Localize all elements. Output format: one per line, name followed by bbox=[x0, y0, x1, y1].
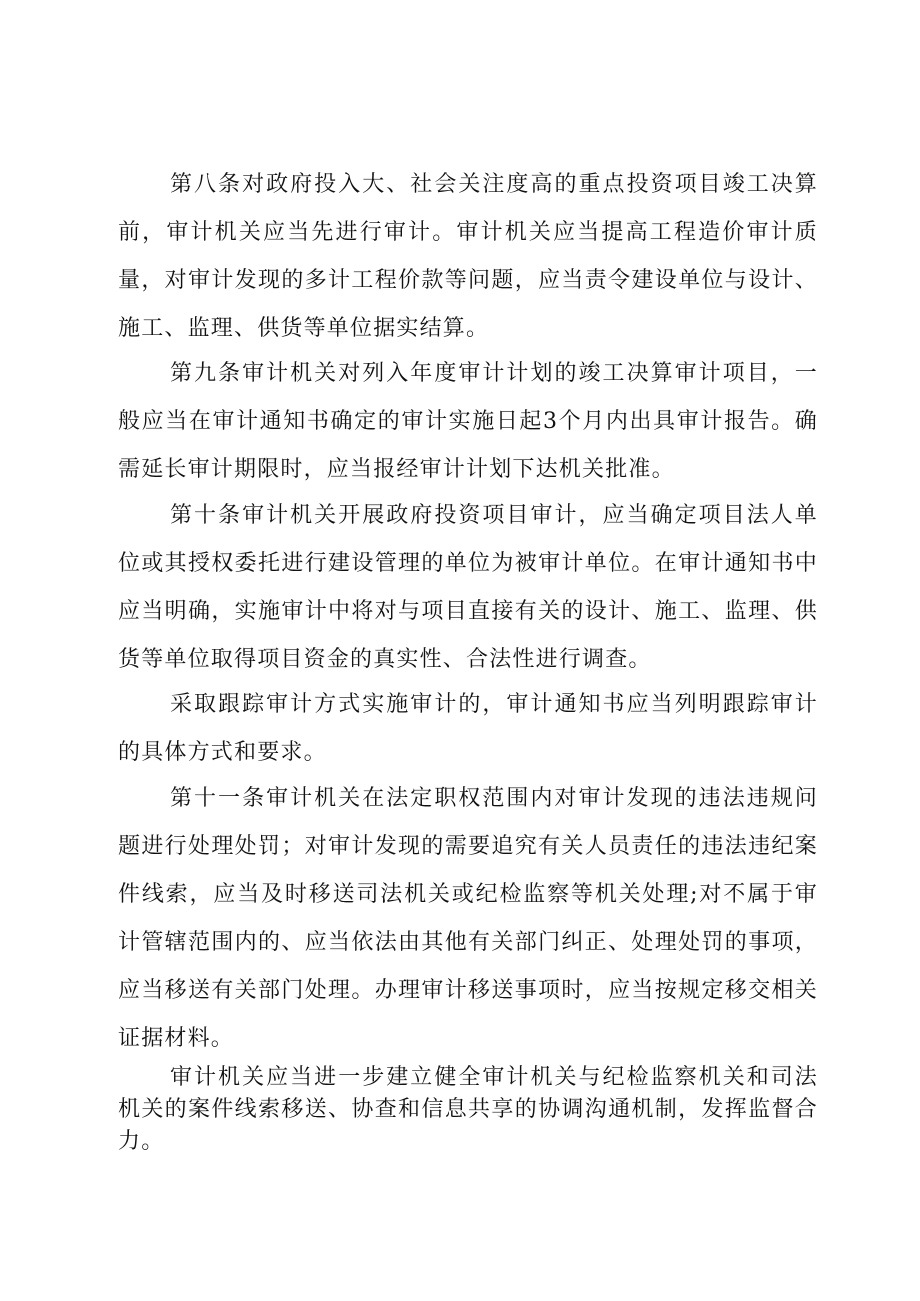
article-8-paragraph: 第八条对政府投入大、社会关注度高的重点投资项目竣工决算前，审计机关应当先进行审计。审计机关应当提高工程造价审计质量，对审计发现的多计工程价款等问题，应当责令建设单位与设计、施工、监理、供货等单位据实结算。 bbox=[118, 172, 818, 341]
article-9-paragraph: 第九条审计机关对列入年度审计计划的竣工决算审计项目，一般应当在审计通知书确定的审计实施日起3个月内出具审计报告。确需延长审计期限时，应当报经审计计划下达机关批准。 bbox=[118, 361, 818, 482]
tracking-audit-paragraph: 采取跟踪审计方式实施审计的，审计通知书应当列明跟踪审计的具体方式和要求。 bbox=[118, 692, 818, 765]
article-10-paragraph: 第十条审计机关开展政府投资项目审计，应当确定项目法人单位或其授权委托进行建设管理的单位为被审计单位。在审计通知书中应当明确，实施审计中将对与项目直接有关的设计、施工、监理、供货等单位取得项目资金的真实性、合法性进行调查。 bbox=[118, 503, 818, 672]
article-11-paragraph: 第十一条审计机关在法定职权范围内对审计发现的违法违规问题进行处理处罚；对审计发现的需要追究有关人员责任的违法违纪案件线索，应当及时移送司法机关或纪检监察等机关处理;对不属于审计管辖范围内的、应当依法由其他有关部门纠正、处理处罚的事项，应当移送有关部门处理。办理审计移送事项时，应当按规定移交相关证据材料。 bbox=[118, 786, 818, 1051]
coordination-mechanism-paragraph: 审计机关应当进一步建立健全审计机关与纪检监察机关和司法机关的案件线索移送、协查和信息共享的协调沟通机制，发挥监督合力。 bbox=[118, 1065, 818, 1154]
